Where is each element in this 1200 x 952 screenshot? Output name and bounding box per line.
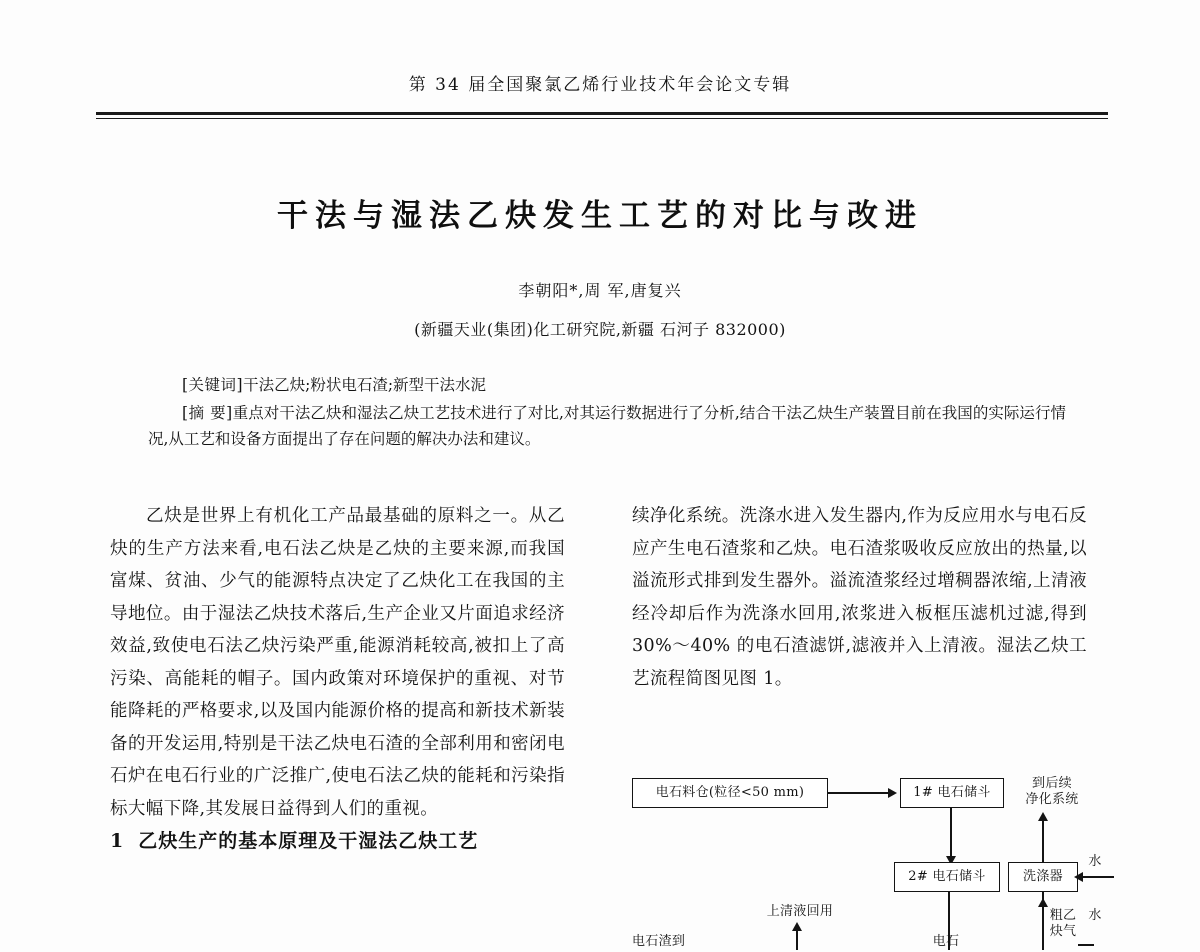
diagram-connector-storage1-to-storage2	[950, 808, 952, 860]
body-column-left	[110, 500, 565, 858]
section-number: 1	[110, 830, 125, 852]
diagram-label-stone: 电石	[932, 934, 960, 949]
diagram-arrow-washer-up	[1038, 812, 1048, 821]
diagram-box-washer: 洗涤器	[1008, 862, 1078, 892]
figure-1-flow-diagram	[630, 758, 1102, 952]
page-title: 干法与湿法乙炔发生工艺的对比与改进	[277, 198, 923, 234]
diagram-box-storage-2	[894, 862, 1000, 892]
author-list: 李朝阳*,周 军,唐复兴	[518, 281, 682, 300]
diagram-connector-water-top	[1078, 876, 1114, 878]
running-head: 第 34 届全国聚氯乙烯行业技术年会论文专辑	[408, 75, 792, 95]
keywords-label: [关键词]	[182, 376, 244, 394]
diagram-box-feed-bin: 电石料仓(粒径<50 mm)	[632, 778, 828, 808]
diagram-connector-feed-to-storage1	[828, 792, 892, 794]
diagram-label-supernatant-reuse: 上清液回用	[766, 904, 834, 919]
diagram-label-crude-gas: 粗乙 炔气	[1049, 908, 1077, 939]
diagram-label-to-purification: 到后续 净化系统	[1025, 776, 1079, 807]
diagram-arrow-feed-to-storage1	[888, 788, 897, 798]
affiliation: (新疆天业(集团)化工研究院,新疆 石河子 832000)	[414, 320, 786, 339]
diagram-label-slag-to: 电石渣到	[632, 934, 686, 949]
diagram-box-storage-1	[900, 778, 1004, 808]
diagram-arrow-crude-gas-up	[1038, 898, 1048, 907]
section-title: 乙炔生产的基本原理及干湿法乙炔工艺	[138, 830, 479, 852]
diagram-label-water-top: 水	[1088, 854, 1102, 869]
diagram-connector-washer-up	[1042, 820, 1044, 862]
paragraph-intro: 乙炔是世界上有机化工产品最基础的原料之一。从乙炔的生产方法来看,电石法乙炔是乙炔的主要来源,而我国富煤、贫油、少气的能源特点决定了乙炔化工在我国的主导地位。由于湿法乙炔技术落后,生产企业又片面追求经济效益,致使电石法乙炔污染严重,能源消耗较高,被扣上了高污染、高能耗的帽子。国内政策对环境保护的重视、对节能降耗的严格要求,以及国内能源价格的提高和新技术新装备的开发运用,特别是干法乙炔电石渣的全部利用和密闭电石炉在电石行业的广泛推广,使电石法乙炔的能耗和污染指标大幅下降,其发展日益得到人们的重视。	[110, 506, 565, 819]
diagram-arrow-supernatant	[792, 922, 802, 931]
front-matter	[148, 372, 1066, 454]
keywords-line	[148, 372, 1066, 398]
abstract-line	[148, 400, 1066, 452]
diagram-label-water-bottom: 水	[1088, 908, 1102, 923]
header-rule-thin	[96, 118, 1108, 119]
abstract-text: 重点对干法乙炔和湿法乙炔工艺技术进行了对比,对其运行数据进行了分析,结合干法乙炔生产装置目前在我国的实际运行情况,从工艺和设备方面提出了存在问题的解决办法和建议。	[148, 404, 1066, 448]
diagram-box-storage-2-label: 2# 电石储斗	[908, 868, 986, 884]
abstract-label: [摘 要]	[182, 404, 233, 422]
body-column-right	[632, 500, 1087, 695]
keywords-text: 干法乙炔;粉状电石渣;新型干法水泥	[243, 376, 487, 394]
header-rule-thick	[96, 112, 1108, 115]
paragraph-process: 续净化系统。洗涤水进入发生器内,作为反应用水与电石反应产生电石渣浆和乙炔。电石渣浆吸收反应放出的热量,以溢流形式排到发生器外。溢流渣浆经过增稠器浓缩,上清液经冷却后作为洗涤水回用,浓浆进入板框压滤机过滤,得到 30%～40% 的电石渣滤饼,滤液并入上清液。湿法乙炔工艺流程简图见图 1。	[632, 506, 1087, 689]
diagram-box-storage-1-label: 1# 电石储斗	[913, 784, 991, 800]
diagram-arrow-water-top	[1074, 872, 1083, 882]
diagram-connector-water-bottom	[1078, 944, 1094, 946]
section-heading-1	[110, 825, 565, 858]
